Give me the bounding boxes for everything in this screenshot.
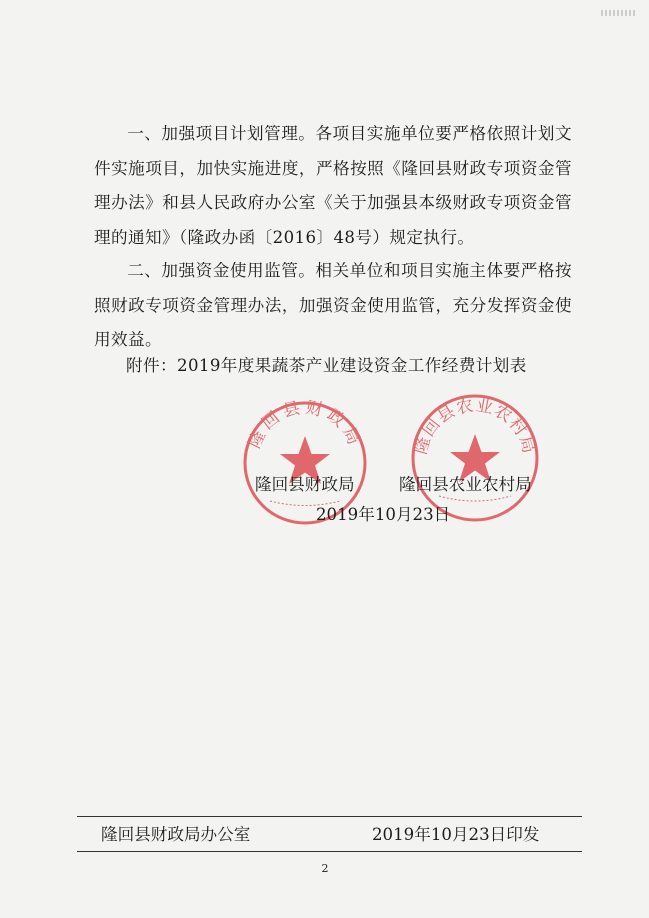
svg-text:隆回县财政局: 隆回县财政局 [244,398,366,452]
attachment-line: 附件：2019年度果蔬茶产业建设资金工作经费计划表 [126,356,527,375]
signer-finance-bureau: 隆回县财政局 [255,475,355,494]
footer-rule-top [77,816,582,817]
footer-rule-bottom [77,851,582,852]
footer-print-date: 2019年10月23日印发 [372,825,540,844]
signer-agriculture-bureau: 隆回县农业农村局 [399,475,532,494]
svg-text:隆回县农业农村局: 隆回县农业农村局 [411,395,539,457]
scan-mark [601,10,635,16]
signature-date: 2019年10月23日 [316,505,451,524]
page-number: 2 [321,862,329,875]
paragraph-fund-supervision: 二、加强资金使用监管。相关单位和项目实施主体要严格按照财政专项资金管理办法，加强资金使用监管，充分发挥资金使用效益。 [94,261,572,349]
footer-office: 隆回县财政局办公室 [101,825,251,844]
paragraph-plan-management: 一、加强项目计划管理。各项目实施单位要严格依照计划文件实施项目，加快实施进度，严格按照《隆回县财政专项资金管理办法》和县人民政府办公室《关于加强县本级财政专项资金管理的通知》（隆政办函〔2016〕48号）规定执行。 [94,124,572,247]
